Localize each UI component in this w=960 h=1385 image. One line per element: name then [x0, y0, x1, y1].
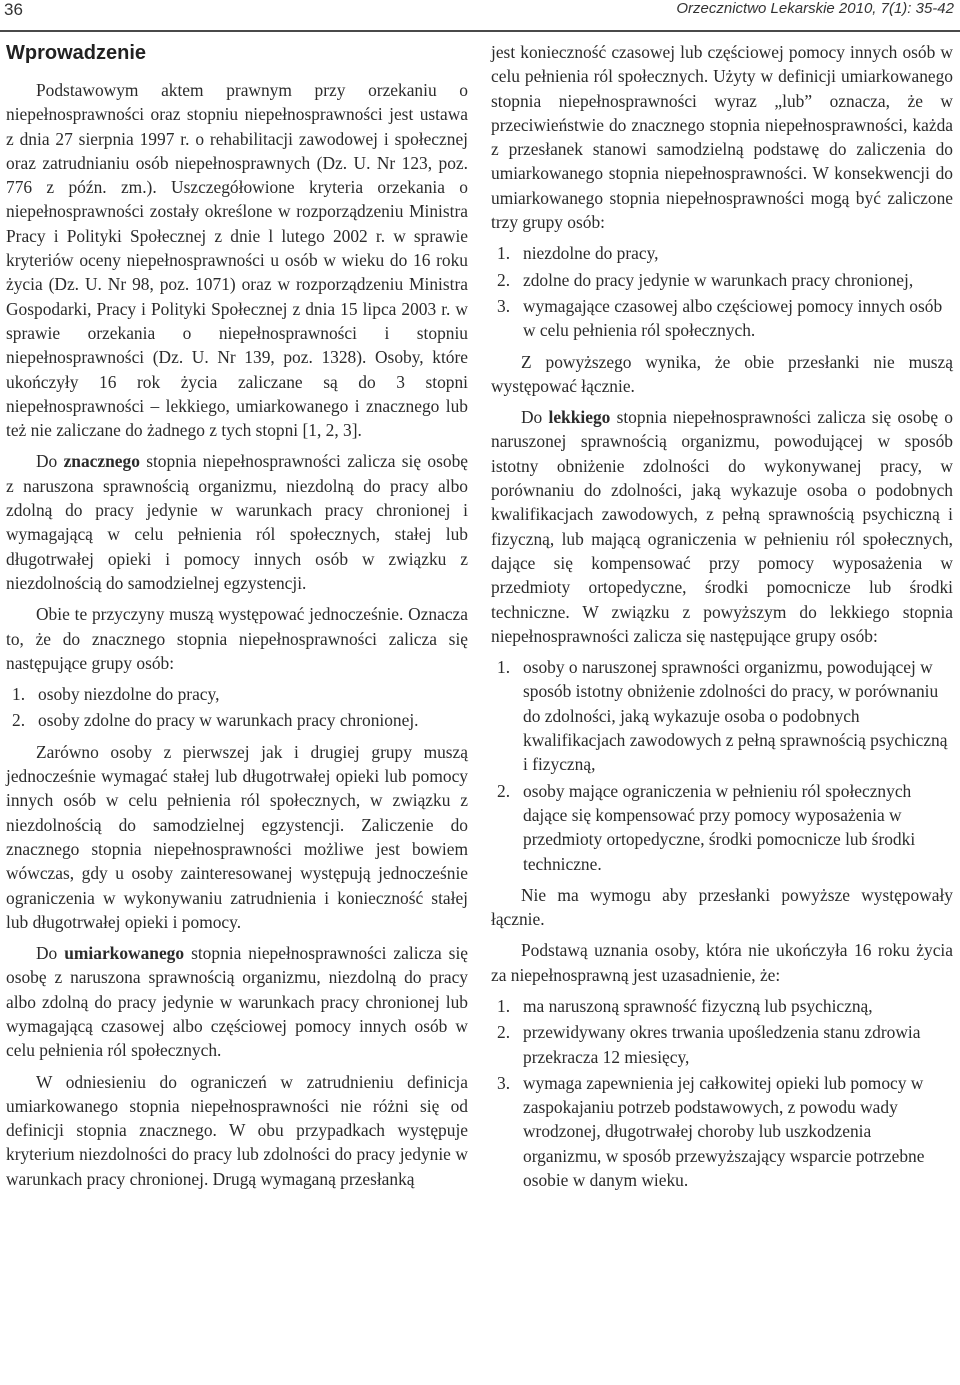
list-item	[497, 994, 953, 1018]
paragraph: Z powyższego wynika, że obie przesłanki nie muszą występować łącznie.	[491, 351, 953, 396]
text-run: stopnia niepełnosprawności zalicza się osobę z naruszona sprawnością organizmu, niezdolną do pracy albo zdolną do pracy jedynie w warunkach pracy chronionej lub wymagającą czasowej albo częściowej pomocy innych osób w celu pełnienia ról społecznych.	[6, 943, 469, 1061]
paragraph: Nie ma wymogu aby przesłanki powyższe występowały łącznie.	[491, 884, 953, 930]
list-number: 1.	[497, 995, 511, 1016]
paragraph: Zarówno osoby z pierwszej jak i drugiej grupy muszą jednocześnie wymagać stałej lub długotrwałej opieki lub pomocy innych osób w celu pełnienia ról społecznych, w związku z niezdolnością do samodzielnej egzystencji. Zaliczenie do znacznego stopnia niepełnosprawności możliwe jest bowiem wówczas, gdy u osoby zainteresowanej występują jednocześnie ograniczenia w wykonywaniu zatrudnienia i konieczność stałej lub długotrwałej opieki i pomocy.	[6, 741, 468, 932]
header-rule	[0, 30, 960, 32]
moderate-groups-list	[491, 241, 953, 342]
list-text: niezdolne do pracy,	[523, 243, 659, 264]
severe-groups-list	[6, 682, 468, 733]
mild-groups-list	[491, 655, 953, 876]
bold-term-moderate: umiarkowanego	[64, 943, 185, 964]
paragraph: W odniesieniu do ograniczeń w zatrudnieniu definicja umiarkowanego stopnia niepełnosprawności nie różni się od definicji stopnia znacznego. W obu przypadkach występuje kryterium niezdolności do pracy lub zdolności do pracy jedynie w warunkach pracy chronionej. Drugą wymaganą przesłanką	[6, 1071, 468, 1189]
text-run: stopnia niepełnosprawności zalicza się osobę o naruszonej sprawnością organizmu, powodującej w sposób istotny obniżenie zdolności do wykonywanej pracy, w porównaniu do zdolności, jaką wykazuje osoba o podobnych kwalifikacjach zawodowych, z pełną sprawnością psychiczną i fizyczną, lub mającą ograniczenia w pełnieniu ról społecznych, dające się kompensować przy pomocy wyposażenia w przedmioty ortopedyczne, środki pomocnicze lub środki techniczne. W związku z powyższym do lekkiego stopnia niepełnosprawności zalicza się następujące grupy osób:	[491, 407, 953, 646]
list-text: ma naruszoną sprawność fizyczną lub psychiczną,	[523, 995, 873, 1016]
list-item	[497, 1071, 953, 1192]
list-item	[497, 268, 953, 292]
list-text: osoby o naruszonej sprawności organizmu, powodującej w sposób istotny obniżenie zdolności do pracy, w porównaniu do zdolności, jaką wykazuje osoba o podobnych kwalifikacjach zawodowych z pełną sprawnością psychiczną i fizyczną,	[523, 657, 948, 775]
list-text: wymaga zapewnienia jej całkowitej opieki lub pomocy w zaspokajaniu potrzeb podstawowych, z powodu wady wrodzonej, długotrwałej choroby lub uszkodzenia organizmu, w sposób przewyższający wsparcie potrzebne osobie w danym wieku.	[523, 1072, 925, 1191]
journal-reference: Orzecznictwo Lekarskie 2010, 7(1): 35-42	[676, 0, 954, 17]
mild-degree-paragraph	[491, 405, 953, 648]
list-item	[497, 655, 953, 776]
paragraph: jest konieczność czasowej lub częściowej pomocy innych osób w celu pełnienia ról społecznych. Użyty w definicji umiarkowanego stopnia niepełnosprawności wyraz „lub” oznacza, że w przeciwieństwie do znacznego stopnia niepełnosprawności, każda z przesłanek stanowi samodzielną podstawę do zaliczenia do umiarkowanego stopnia niepełnosprawności. W konsekwencji do umiarkowanego stopnia niepełnosprawności mogą być zaliczone trzy grupy osób:	[491, 42, 953, 233]
list-item	[12, 708, 468, 732]
moderate-degree-paragraph	[6, 941, 468, 1062]
text-run: Do	[36, 451, 64, 472]
list-text: wymagające czasowej albo częściowej pomocy innych osób w celu pełnienia ról społecznych.	[523, 295, 943, 341]
text-run: Do	[36, 943, 65, 964]
bold-term-severe: znacznego	[63, 451, 140, 472]
section-title: Wprowadzenie	[6, 42, 147, 64]
list-text: zdolne do pracy jedynie w warunkach pracy chronionej,	[523, 269, 914, 290]
text-run: stopnia niepełnosprawności zalicza się osobę z naruszona sprawnością organizmu, niezdolną do pracy albo zdolną do pracy jedynie w warunkach pracy chronionej i wymagającą w celu pełnienia ról społecznych, stałej lub długotrwałej opieki i pomocy innych osób w związku z niezdolnością do samodzielnej egzystencji.	[6, 451, 468, 593]
severe-degree-paragraph	[6, 449, 468, 595]
list-item	[12, 682, 468, 706]
list-text: osoby zdolne do pracy w warunkach pracy chronionej.	[38, 710, 419, 731]
bold-term-mild: lekkiego	[548, 407, 611, 428]
intro-paragraph: Podstawowym aktem prawnym przy orzekaniu o niepełnosprawności oraz stopniu niepełnosprawności jest ustawa z dnia 27 sierpnia 1997 r. o rehabilitacji zawodowej i społecznej oraz zatrudnianiu osób niepełnosprawnych (Dz. U. Nr 123, poz. 776 z późn. zm.). Uszczegółowione kryteria orzekania o niepełnosprawności zostały określone w rozporządzeniu Ministra Pracy i Polityki Społecznej z dnie l lutego 2002 r. w sprawie kryteriów oceny niepełnosprawności u osób w wieku do 16 roku życia (Dz. U. Nr 98, poz. 1071) oraz w rozporządzeniu Ministra Gospodarki, Pracy i Polityki Społecznej z dnia 15 lipca 2003 r. w sprawie orzekania o niepełnosprawności i stopniu niepełnosprawności (Dz. U. Nr 139, poz. 1328). Osoby, które ukończyły 16 rok życia zaliczane są do 3 stopni niepełnosprawności – lekkiego, umiarkowanego i znacznego lub też nie zaliczane do żadnego z tych stopni [1, 2, 3].	[6, 80, 468, 441]
list-number: 2.	[497, 1022, 511, 1043]
list-item	[497, 241, 953, 265]
list-item	[497, 294, 953, 343]
list-number: 1.	[497, 657, 511, 678]
paragraph: Podstawą uznania osoby, która nie ukończyła 16 roku życia za niepełnosprawną jest uzasadnienie, że:	[491, 940, 953, 985]
list-number: 2.	[497, 269, 511, 290]
list-number: 2.	[12, 710, 26, 731]
list-number: 1.	[497, 243, 511, 264]
list-text: przewidywany okres trwania upośledzenia stanu zdrowia przekracza 12 miesięcy,	[523, 1022, 921, 1067]
list-text: osoby niezdolne do pracy,	[38, 684, 220, 705]
left-column	[6, 40, 468, 1198]
right-column	[491, 40, 953, 1199]
page-number: 36	[4, 0, 23, 19]
list-number: 3.	[497, 295, 511, 316]
list-number: 3.	[497, 1072, 511, 1093]
list-number: 2.	[497, 780, 511, 801]
list-item	[497, 1020, 953, 1069]
list-text: osoby mające ograniczenia w pełnieniu ról społecznych dające się kompensować przy pomocy wyposażenia w przedmioty ortopedyczne, środki pomocnicze lub środki techniczne.	[523, 780, 916, 874]
under16-criteria-list	[491, 994, 953, 1192]
paragraph: Obie te przyczyny muszą występować jednocześnie. Oznacza to, że do znacznego stopnia niepełnosprawności zalicza się następujące grupy osób:	[6, 604, 468, 673]
list-item	[497, 779, 953, 876]
text-run: Do	[521, 407, 549, 428]
page-header	[4, 0, 954, 20]
list-number: 1.	[12, 684, 26, 705]
